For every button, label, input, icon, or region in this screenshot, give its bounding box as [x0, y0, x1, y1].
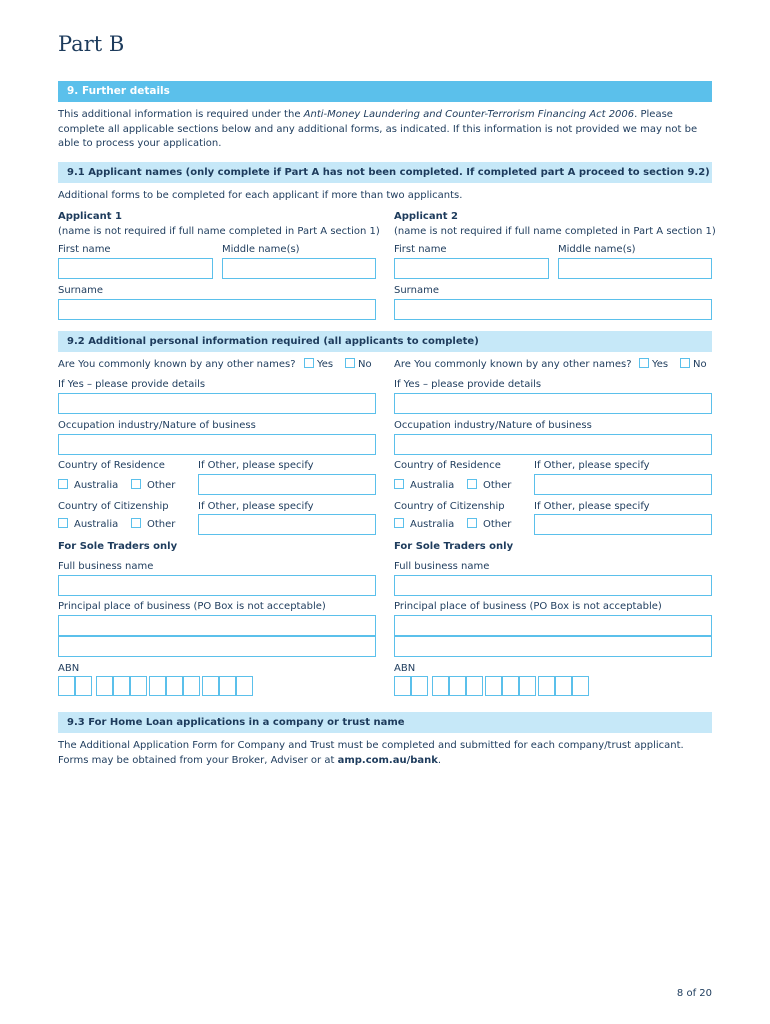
- abn-digit-box[interactable]: [113, 676, 130, 696]
- applicant-1-if-yes-label: If Yes – please provide details: [58, 379, 206, 390]
- applicant-2-residence-other-label: If Other, please specify: [534, 460, 650, 471]
- applicant-1-residence-other-checkbox[interactable]: [131, 479, 141, 489]
- applicant-1-known-by-yes-checkbox[interactable]: [304, 358, 314, 368]
- abn-digit-box[interactable]: [58, 676, 75, 696]
- applicant-1-no-label: No: [358, 359, 372, 370]
- applicant-1-citizenship-other-label: If Other, please specify: [198, 501, 314, 512]
- applicant-1-sole-traders-heading: For Sole Traders only: [58, 541, 178, 552]
- applicant-2-yes-label: Yes: [652, 359, 669, 370]
- additional-forms-note: Additional forms to be completed for each applicant if more than two applicants.: [58, 190, 463, 201]
- abn-digit-box[interactable]: [502, 676, 519, 696]
- applicant-1-residence-australia-checkbox[interactable]: [58, 479, 68, 489]
- section-9-1-heading: 9.1 Applicant names (only complete if Part A has not been completed. If completed part A proceed to section 9.2): [58, 162, 712, 183]
- applicant-2-surname-label: Surname: [394, 285, 439, 296]
- applicant-2-known-by-no-checkbox[interactable]: [680, 358, 690, 368]
- applicant-1-residence-australia-label: Australia: [74, 480, 119, 491]
- applicant-2-residence-other-checkbox[interactable]: [467, 479, 477, 489]
- applicant-2-principal-place-input-2[interactable]: [394, 636, 712, 657]
- applicant-1-business-name-label: Full business name: [58, 561, 154, 572]
- applicant-2-abn-input[interactable]: [394, 676, 594, 696]
- abn-digit-box[interactable]: [183, 676, 200, 696]
- applicant-1-yes-label: Yes: [317, 359, 334, 370]
- applicant-2-middle-name-label: Middle name(s): [558, 244, 636, 255]
- applicant-1-surname-label: Surname: [58, 285, 103, 296]
- applicant-2-residence-other-input[interactable]: [534, 474, 712, 495]
- applicant-1-citizenship-other-input[interactable]: [198, 514, 376, 535]
- section-9-2-heading: 9.2 Additional personal information required (all applicants to complete): [58, 331, 712, 352]
- applicant-2-if-yes-label: If Yes – please provide details: [394, 379, 542, 390]
- applicant-1-principal-place-input-2[interactable]: [58, 636, 376, 657]
- section-9-heading: 9. Further details: [58, 81, 712, 102]
- section-9-3-text-prefix: The Additional Application Form for Company and Trust must be completed and submitted for each company/trust applicant. Forms may be obtained from your Broker, Adviser or at: [58, 740, 684, 766]
- abn-digit-box[interactable]: [219, 676, 236, 696]
- applicant-1-business-name-input[interactable]: [58, 575, 376, 596]
- applicant-2-middle-name-input[interactable]: [558, 258, 712, 279]
- page-number: 8 of 20: [676, 988, 712, 999]
- abn-digit-box[interactable]: [538, 676, 555, 696]
- applicant-2-occupation-input[interactable]: [394, 434, 712, 455]
- abn-digit-box[interactable]: [449, 676, 466, 696]
- applicant-2-no-label: No: [693, 359, 707, 370]
- section-9-3-text: [58, 739, 712, 768]
- abn-digit-box[interactable]: [166, 676, 183, 696]
- applicant-2-first-name-input[interactable]: [394, 258, 549, 279]
- abn-digit-box[interactable]: [432, 676, 449, 696]
- section-9-intro: [58, 108, 712, 152]
- abn-digit-box[interactable]: [519, 676, 536, 696]
- applicant-2-note: (name is not required if full name completed in Part A section 1): [394, 226, 716, 237]
- applicant-2-citizenship-other-option-label: Other: [483, 519, 512, 530]
- applicant-1-citizenship-australia-label: Australia: [74, 519, 119, 530]
- abn-digit-box[interactable]: [149, 676, 166, 696]
- applicant-2-citizenship-label: Country of Citizenship: [394, 501, 505, 512]
- applicant-2-known-by-label: Are You commonly known by any other names?: [394, 359, 632, 370]
- abn-digit-box[interactable]: [75, 676, 92, 696]
- applicant-2-known-by-yes-checkbox[interactable]: [639, 358, 649, 368]
- applicant-2-residence-label: Country of Residence: [394, 460, 501, 471]
- applicant-2-title: Applicant 2: [394, 211, 458, 222]
- applicant-2-citizenship-australia-checkbox[interactable]: [394, 518, 404, 528]
- abn-digit-box[interactable]: [130, 676, 147, 696]
- applicant-1-residence-other-input[interactable]: [198, 474, 376, 495]
- applicant-1-known-by-label: Are You commonly known by any other names?: [58, 359, 296, 370]
- applicant-2-abn-label: ABN: [394, 663, 416, 674]
- abn-digit-box[interactable]: [411, 676, 428, 696]
- applicant-2-citizenship-other-label: If Other, please specify: [534, 501, 650, 512]
- applicant-1-title: Applicant 1: [58, 211, 122, 222]
- applicant-1-principal-place-input-1[interactable]: [58, 615, 376, 636]
- applicant-2-citizenship-other-checkbox[interactable]: [467, 518, 477, 528]
- applicant-1-note: (name is not required if full name completed in Part A section 1): [58, 226, 380, 237]
- applicant-2-other-names-input[interactable]: [394, 393, 712, 414]
- section-9-3-text-suffix: .: [437, 754, 442, 766]
- section-9-3-heading: 9.3 For Home Loan applications in a company or trust name: [58, 712, 712, 733]
- abn-digit-box[interactable]: [555, 676, 572, 696]
- applicant-2-first-name-label: First name: [394, 244, 447, 255]
- intro-suffix: . Please complete all applicable sections below and any additional forms, as indicated. If this information is not provided we may not be able to process your application.: [58, 109, 698, 149]
- applicant-1-citizenship-other-option-label: Other: [147, 519, 176, 530]
- applicant-1-residence-other-label: If Other, please specify: [198, 460, 314, 471]
- abn-digit-box[interactable]: [202, 676, 219, 696]
- applicant-1-middle-name-input[interactable]: [222, 258, 376, 279]
- applicant-1-occupation-input[interactable]: [58, 434, 376, 455]
- applicant-1-known-by-no-checkbox[interactable]: [345, 358, 355, 368]
- applicant-2-residence-other-option-label: Other: [483, 480, 512, 491]
- applicant-1-first-name-label: First name: [58, 244, 111, 255]
- applicant-1-residence-label: Country of Residence: [58, 460, 165, 471]
- applicant-1-other-names-input[interactable]: [58, 393, 376, 414]
- applicant-1-citizenship-other-checkbox[interactable]: [131, 518, 141, 528]
- applicant-2-residence-australia-checkbox[interactable]: [394, 479, 404, 489]
- abn-digit-box[interactable]: [394, 676, 411, 696]
- applicant-2-sole-traders-heading: For Sole Traders only: [394, 541, 514, 552]
- applicant-2-principal-place-input-1[interactable]: [394, 615, 712, 636]
- abn-digit-box[interactable]: [236, 676, 253, 696]
- abn-digit-box[interactable]: [466, 676, 483, 696]
- applicant-2-business-name-label: Full business name: [394, 561, 490, 572]
- applicant-1-first-name-input[interactable]: [58, 258, 213, 279]
- applicant-1-abn-label: ABN: [58, 663, 80, 674]
- applicant-2-residence-australia-label: Australia: [410, 480, 455, 491]
- applicant-2-surname-input[interactable]: [394, 299, 712, 320]
- abn-digit-box[interactable]: [96, 676, 113, 696]
- applicant-2-citizenship-australia-label: Australia: [410, 519, 455, 530]
- applicant-1-citizenship-australia-checkbox[interactable]: [58, 518, 68, 528]
- applicant-1-residence-other-option-label: Other: [147, 480, 176, 491]
- amp-bank-link[interactable]: amp.com.au/bank: [337, 754, 438, 766]
- applicant-1-middle-name-label: Middle name(s): [222, 244, 300, 255]
- applicant-2-principal-place-label: Principal place of business (PO Box is not acceptable): [394, 601, 662, 612]
- abn-digit-box[interactable]: [485, 676, 502, 696]
- applicant-1-surname-input[interactable]: [58, 299, 376, 320]
- intro-prefix: This additional information is required under the: [58, 109, 304, 120]
- applicant-1-abn-input[interactable]: [58, 676, 258, 696]
- applicant-1-citizenship-label: Country of Citizenship: [58, 501, 169, 512]
- applicant-1-occupation-label: Occupation industry/Nature of business: [58, 420, 256, 431]
- applicant-2-occupation-label: Occupation industry/Nature of business: [394, 420, 592, 431]
- applicant-1-principal-place-label: Principal place of business (PO Box is not acceptable): [58, 601, 326, 612]
- applicant-2-business-name-input[interactable]: [394, 575, 712, 596]
- page-title: Part B: [58, 32, 125, 56]
- abn-digit-box[interactable]: [572, 676, 589, 696]
- applicant-2-citizenship-other-input[interactable]: [534, 514, 712, 535]
- intro-act: Anti-Money Laundering and Counter-Terrorism Financing Act 2006: [303, 109, 635, 120]
